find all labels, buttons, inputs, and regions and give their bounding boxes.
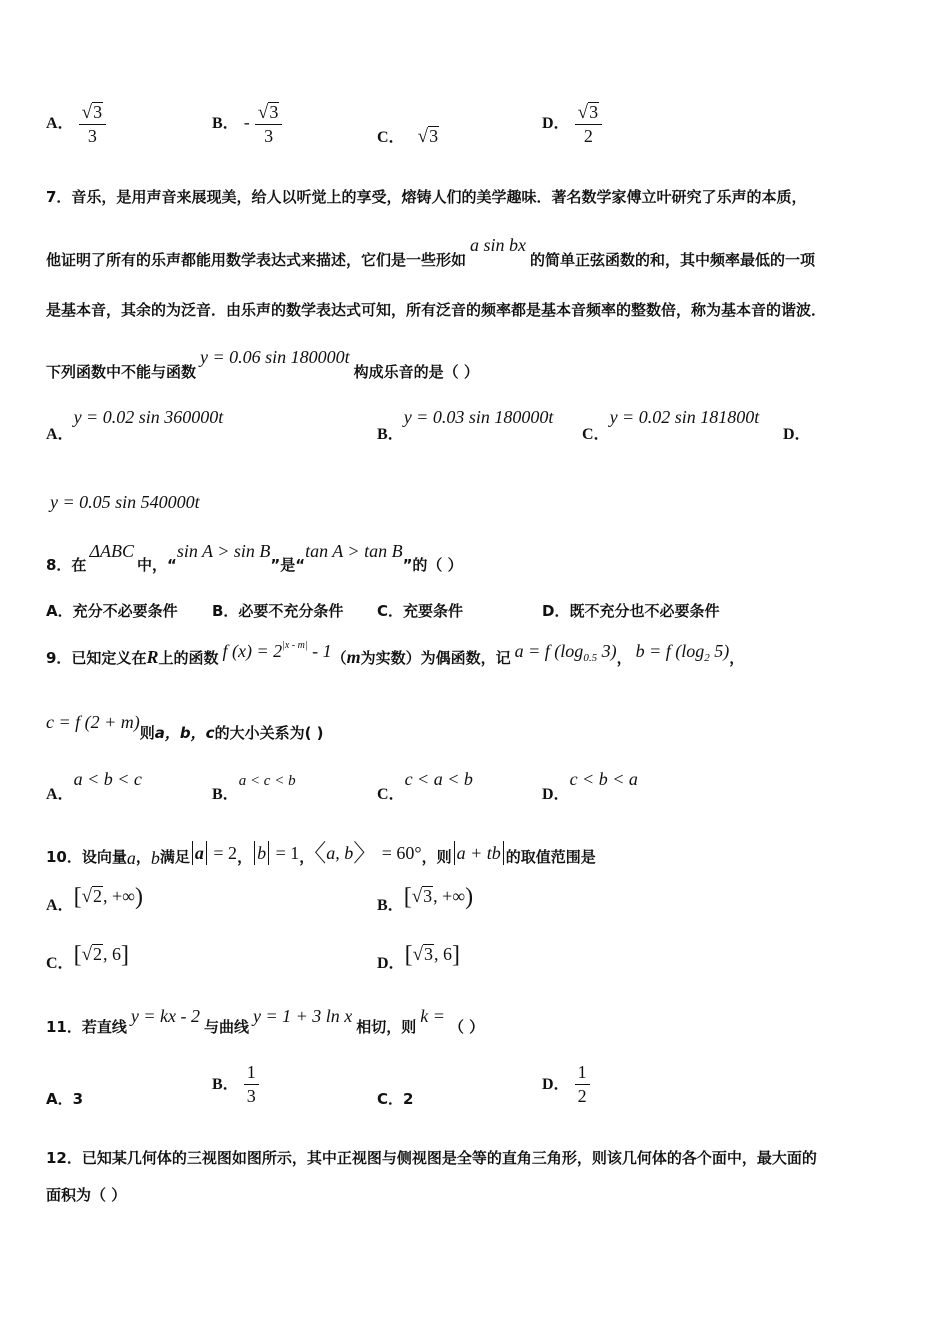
q12-line-1: 12．已知某几何体的三视图如图所示，其中正视图与侧视图是全等的直角三角形，则该几何体的各个面中，最大面的 (46, 1149, 817, 1167)
q10-stem: 10．设向量a，b满足 a = 2， b = 1，〈a, b〉 = 60°，则 a + tb 的取值范围是 (46, 841, 596, 868)
fraction: √ 3 3 (255, 100, 282, 147)
q11-option-c: C．2 (377, 1090, 414, 1108)
q9-stem-1: 9．已知定义在R上的函数 f $(x) = 2^{|x - m|} - 1(m$为实数）为偶函数，记 a = f ($\log_{0.5}$ 3)， b = f ($\log_2$ 5)， (46, 640, 745, 667)
fraction: √ 3 3 (79, 100, 106, 147)
q11-option-b: B． $\frac{1}{3}$ (212, 1062, 259, 1107)
q10-option-c: C．[ √ 2 , 6] (46, 942, 129, 972)
q11-stem: 11．若直线y = kx - 2与曲线y = 1 + 3 ln x相切，则k =（ ） (46, 1006, 485, 1036)
fraction: $\frac{1}{2}$ (575, 1062, 590, 1107)
function-fx: f $(x) = 2^{|x - m|} - 1$ (222, 640, 332, 661)
q7-option-a: A．y = 0.02 sin 360000t (46, 407, 224, 443)
q8-option-d: D．既不充分也不必要条件 (542, 602, 720, 620)
fraction: √ 3 2 (575, 100, 602, 147)
def-b: b = f ($\log_2$ 5) (635, 641, 730, 664)
q6-option-a (46, 100, 106, 147)
q8-stem: 8．在ΔABC中，“sin A > sin B”是“tan A > tan B”的（ ） (46, 541, 463, 574)
expr-norm: a + tb (452, 843, 506, 863)
q9-option-c: C．c < a < b (377, 769, 473, 803)
cond-angle: 〈a, b〉 = 60° (314, 841, 422, 867)
q7-option-c: C．y = 0.02 sin 181800t (582, 407, 760, 443)
q7-option-d: y = 0.05 sin 540000t (50, 492, 200, 512)
q11-option-a: A．3 (46, 1090, 84, 1108)
def-a: a = f ($\log_{0.5}$ 3) (514, 641, 617, 664)
q9-option-a: A．a < b < c (46, 769, 142, 803)
q12-line-2: 面积为（ ） (46, 1186, 127, 1204)
q9-stem-2: c = f (2 + m)则a，b，c的大小关系为( ) (46, 712, 324, 742)
q6-option-c: C． √ 3 (377, 126, 439, 147)
q6-option-d (542, 100, 602, 147)
q7-option-b: B．y = 0.03 sin 180000t (377, 407, 554, 443)
q7-line-4: 下列函数中不能与函数y = 0.06 sin 180000t构成乐音的是（ ） (46, 347, 479, 381)
q8-option-c: C．充要条件 (377, 602, 464, 620)
q7-option-d-label: D． (783, 426, 811, 443)
q8-option-a: A．充分不必要条件 (46, 602, 178, 620)
option-label: B． (212, 114, 239, 132)
q8-option-b: B．必要不充分条件 (212, 602, 344, 620)
q10-option-a: A．[ √ 2 , +∞) (46, 884, 143, 914)
fraction: $\frac{1}{3}$ (244, 1062, 259, 1107)
formula-asinbx: a sin bx (470, 235, 527, 255)
q10-option-b: B．[ √ 3 , +∞) (377, 884, 474, 914)
q11-option-d: D． $\frac{1}{2}$ (542, 1062, 590, 1107)
q9-option-b: B．a < c < b (212, 773, 296, 803)
option-label: A． (46, 114, 74, 132)
q9-option-d: D．c < b < a (542, 769, 638, 803)
cond-norm-a: a = 2 (190, 843, 237, 863)
q6-option-b: B． - √ 3 3 (212, 100, 282, 147)
q7-line-2: 他证明了所有的乐声都能用数学表达式来描述，它们是一些形如a sin bx的简单正弦函数的和，其中频率最低的一项 (46, 235, 816, 269)
cond-norm-b: b = 1 (252, 843, 299, 863)
q10-option-d: D．[ √ 3 , 6] (377, 942, 460, 972)
option-label: C． (377, 129, 405, 146)
def-c: c = f (2 + m) (46, 712, 140, 732)
q7-line-3: 是基本音，其余的为泛音．由乐声的数学表达式可知，所有泛音的频率都是基本音频率的整数倍，称为基本音的谐波． (46, 301, 827, 319)
option-label: D． (542, 114, 570, 132)
base-function: y = 0.06 sin 180000t (200, 347, 350, 367)
q7-line-1: 7．音乐，是用声音来展现美，给人以听觉上的享受，熔铸人们的美学趣味．著名数学家傅立叶研究了乐声的本质， (46, 188, 807, 206)
